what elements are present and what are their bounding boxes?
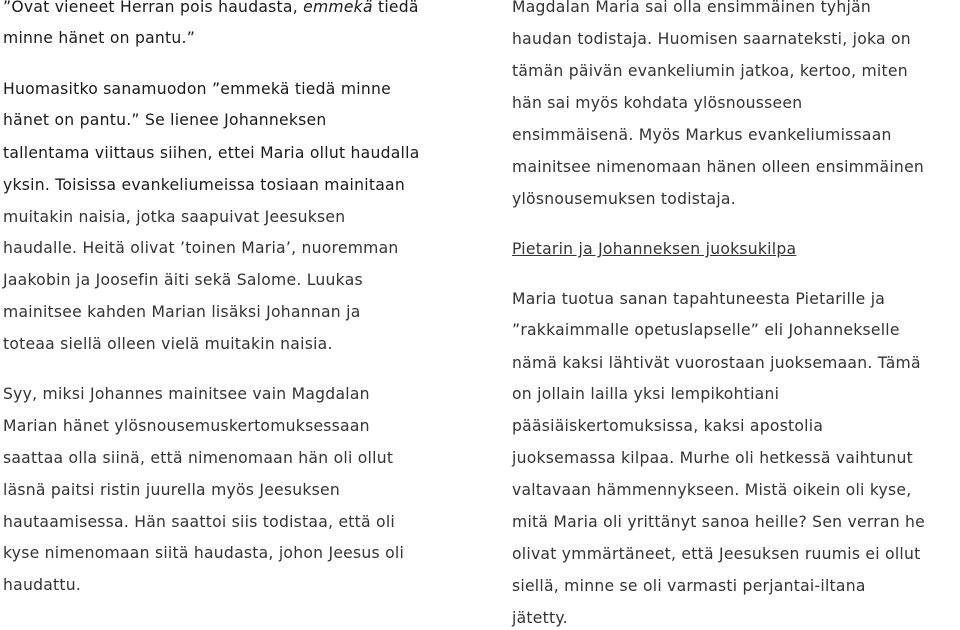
text-line: mainitsee nimenomaan hänen olleen ensimmäinen: [512, 158, 925, 176]
text-line: Huomasitko sanamuodon ”emmekä tiedä minne: [3, 80, 391, 98]
text-line: valtavaan hämmennykseen. Mistä oikein oli kyse,: [512, 481, 912, 499]
text-line: mitä Maria oli yrittänyt sanoa heille? Sen verran he: [512, 513, 926, 531]
section-heading: Pietarin ja Johanneksen juoksukilpa: [512, 240, 797, 258]
text-line: olivat ymmärtäneet, että Jeesuksen ruumis ei ollut: [512, 545, 921, 563]
text-segment: tiedä: [372, 0, 419, 16]
text-line: Syy, miksi Johannes mainitsee vain Magdalan: [3, 385, 370, 403]
text-line: Jaakobin ja Joosefin äiti sekä Salome. Luukas: [3, 271, 363, 289]
text-segment: ”Ovat vieneet Herran pois haudasta,: [3, 0, 304, 16]
text-line: ”rakkaimmalle opetuslapselle” eli Johannekselle: [512, 321, 900, 339]
text-line: yksin. Toisissa evankeliumeissa tosiaan mainitaan: [3, 176, 405, 194]
text-line: kyse nimenomaan siitä haudasta, johon Jeesus oli: [3, 544, 405, 562]
text-line: on jollain lailla yksi lempikohtiani: [512, 385, 780, 403]
text-line: hänet on pantu.” Se lienee Johanneksen: [3, 111, 327, 129]
text-line: tallentama viittaus siihen, ettei Maria ollut haudalla: [3, 144, 420, 162]
text-line: toteaa siellä olleen vielä muitakin naisia.: [3, 335, 333, 353]
text-line: [3, 0, 419, 17]
text-line: hän sai myös kohdata ylösnousseen: [512, 94, 803, 112]
text-line: ylösnousemuksen todistaja.: [512, 190, 736, 208]
text-segment-italic: emmekä: [303, 0, 373, 16]
text-line: pääsiäiskertomuksissa, kaksi apostolia: [512, 417, 824, 435]
text-line: jätetty.: [512, 609, 568, 627]
text-line: Marian hänet ylösnousemuskertomuksessaan: [3, 417, 370, 435]
text-line: läsnä paitsi ristin juurella myös Jeesuksen: [3, 481, 341, 499]
text-line: haudattu.: [3, 576, 82, 594]
text-line: minne hänet on pantu.”: [3, 29, 196, 47]
text-line: tämän päivän evankeliumin jatkoa, kertoo, miten: [512, 62, 908, 80]
text-line: Maria tuotua sanan tapahtuneesta Pietarille ja: [512, 290, 886, 308]
text-line: Magdalan Maria sai olla ensimmäinen tyhjän: [512, 0, 872, 16]
text-line: haudan todistaja. Huomisen saarnateksti, joka on: [512, 30, 911, 48]
text-line: haudalle. Heitä olivat ’toinen Maria’, nuoremman: [3, 239, 399, 257]
text-line: juoksemassa kilpaa. Murhe oli hetkessä vaihtunut: [512, 449, 913, 467]
text-line: ensimmäisenä. Myös Markus evankeliumissaan: [512, 126, 892, 144]
text-line: saattaa olla siinä, että nimenomaan hän oli ollut: [3, 449, 394, 467]
text-line: mainitsee kahden Marian lisäksi Johannan ja: [3, 303, 361, 321]
text-line: hautaamisessa. Hän saattoi siis todistaa, että oli: [3, 513, 395, 531]
text-line: siellä, minne se oli varmasti perjantai-iltana: [512, 577, 866, 595]
text-line: nämä kaksi lähtivät vuorostaan juoksemaan. Tämä: [512, 354, 921, 372]
text-line: muitakin naisia, jotka saapuivat Jeesuksen: [3, 208, 346, 226]
